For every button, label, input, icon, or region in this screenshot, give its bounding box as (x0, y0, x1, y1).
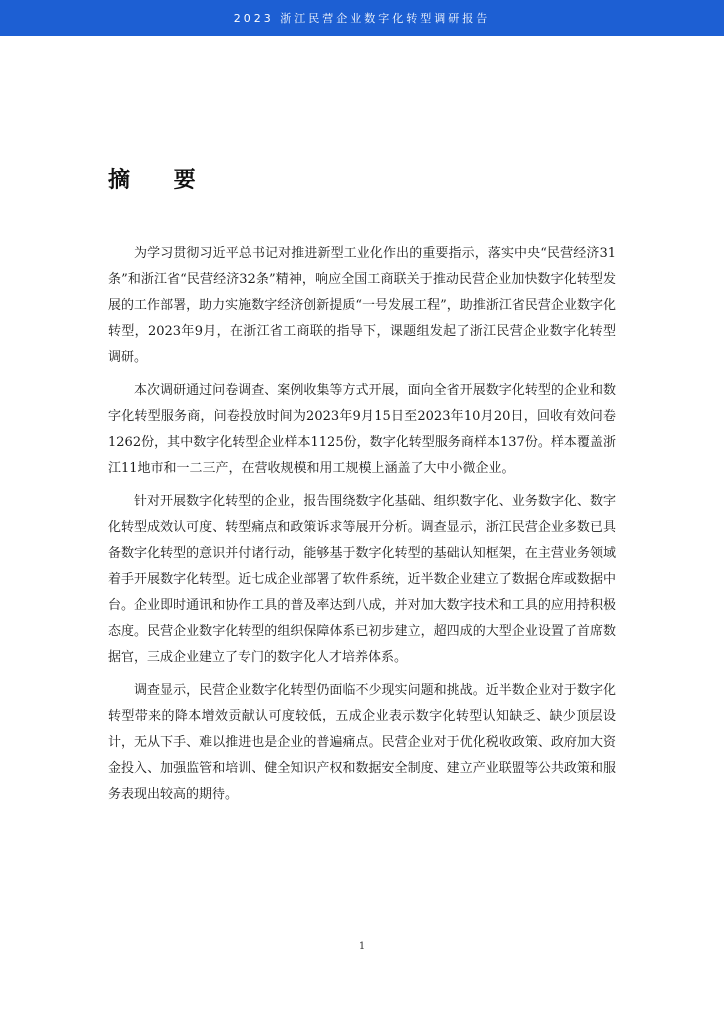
section-title: 摘 要 (108, 168, 214, 193)
paragraph-1: 为学习贯彻习近平总书记对推进新型工业化作出的重要指示，落实中央“民营经济31条”和浙江省“民营经济32条”精神，响应全国工商联关于推动民营企业加快数字化转型发展的工作部署，助力实施数字经济创新提质“一号发展工程”，助推浙江省民营企业数字化转型，2023年9月，在浙江省工商联的指导下，课题组发起了浙江民营企业数字化转型调研。 (108, 246, 616, 365)
page-number: 1 (358, 941, 366, 952)
report-title: 2023 浙江民营企业数字化转型调研报告 (233, 12, 491, 25)
paragraph-3: 针对开展数字化转型的企业，报告围绕数字化基础、组织数字化、业务数字化、数字化转型成效认可度、转型痛点和政策诉求等展开分析。调查显示，浙江民营企业多数已具备数字化转型的意识并付诸行动，能够基于数字化转型的基础认知框架，在主营业务领域着手开展数字化转型。近七成企业部署了软件系统，近半数企业建立了数据仓库或数据中台。企业即时通讯和协作工具的普及率达到八成，并对加大数字技术和工具的应用持积极态度。民营企业数字化转型的组织保障体系已初步建立，超四成的大型企业设置了首席数据官，三成企业建立了专门的数字化人才培养体系。 (108, 494, 616, 665)
abstract-body (108, 241, 616, 815)
paragraph-2: 本次调研通过问卷调查、案例收集等方式开展，面向全省开展数字化转型的企业和数字化转型服务商，问卷投放时间为2023年9月15日至2023年10月20日，回收有效问卷1262份，其中数字化转型企业样本1125份，数字化转型服务商样本137份。样本覆盖浙江11地市和一二三产，在营收规模和用工规模上涵盖了大中小微企业。 (108, 383, 616, 476)
paragraph-4: 调查显示，民营企业数字化转型仍面临不少现实问题和挑战。近半数企业对于数字化转型带来的降本增效贡献认可度较低，五成企业表示数字化转型认知缺乏、缺少顶层设计，无从下手、难以推进也是企业的普遍痛点。民营企业对于优化税收政策、政府加大资金投入、加强监管和培训、健全知识产权和数据安全制度、建立产业联盟等公共政策和服务表现出较高的期待。 (108, 683, 616, 802)
header-bar (0, 0, 724, 36)
